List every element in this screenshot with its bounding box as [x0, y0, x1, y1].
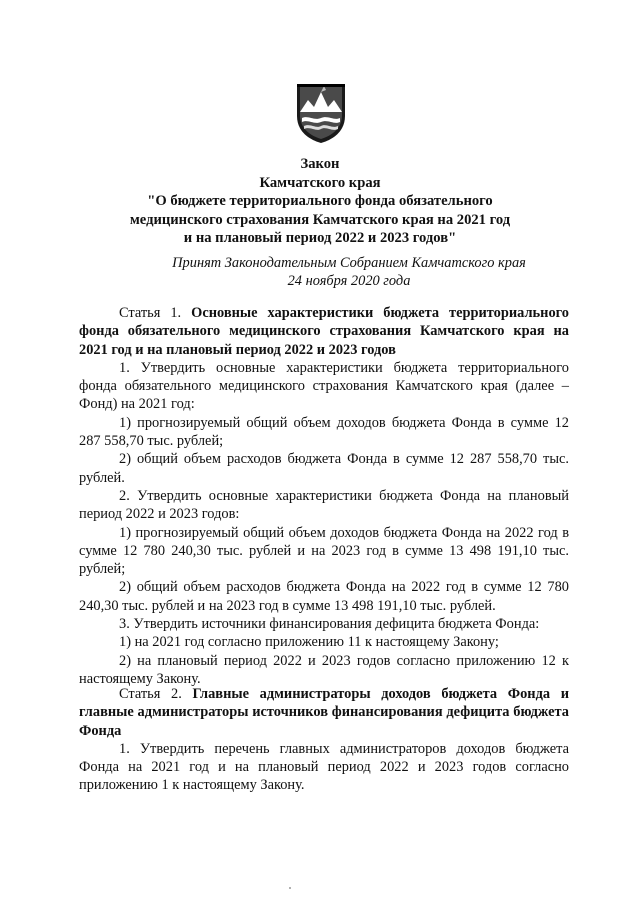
- title-line: медицинского страхования Камчатского края на 2021 год: [129, 211, 511, 228]
- adoption-note: [0, 255, 640, 290]
- paragraph: 2) на плановый период 2022 и 2023 годов согласно приложению 12 к настоящему Закону.: [79, 652, 569, 687]
- law-title: [0, 155, 640, 248]
- paragraph: 1) прогнозируемый общий объем доходов бюджета Фонда на 2022 год в сумме 12 780 240,30 тыс. рублей и на 2023 год в сумме 13 498 191,10 тыс. рублей;: [79, 524, 569, 578]
- title-line: Закон: [300, 156, 340, 172]
- article-2-title: Главные администраторы доходов бюджета Фонда и главные администраторы источников финансирования дефицита бюджета Фонда: [79, 686, 569, 739]
- paragraph: 2. Утвердить основные характеристики бюджета Фонда на плановый период 2022 и 2023 годов:: [79, 487, 569, 523]
- title-line: и на плановый период 2022 и 2023 годов": [183, 230, 457, 247]
- paragraph: 1. Утвердить перечень главных администраторов доходов бюджета Фонда на 2021 год и на плановый период 2022 и 2023 годов согласно приложению 1 к настоящему Закону.: [79, 740, 569, 794]
- article-1-label: Статья 1.: [119, 305, 182, 321]
- title-line: "О бюджете территориального фонда обязательного: [147, 193, 493, 210]
- paragraph: 3. Утвердить источники финансирования дефицита бюджета Фонда:: [119, 616, 540, 633]
- paragraph: 2) общий объем расходов бюджета Фонда на 2022 год в сумме 12 780 240,30 тыс. рублей и на 2023 год в сумме 13 498 191,10 тыс. рублей.: [79, 579, 569, 614]
- article-1: [79, 304, 569, 688]
- paragraph: 1. Утвердить основные характеристики бюджета территориального фонда обязательного медицинского страхования Камчатского края (далее – Фонд) на 2021 год:: [79, 359, 569, 413]
- paragraph: 1) прогнозируемый общий объем доходов бюджета Фонда в сумме 12 287 558,70 тыс. рублей;: [79, 414, 569, 450]
- article-1-heading: [79, 304, 569, 359]
- adoption-line: Принят Законодательным Собранием Камчатского края: [172, 255, 526, 271]
- article-2-label: Статья 2.: [119, 686, 182, 702]
- article-2-heading: [79, 685, 569, 740]
- article-2: [79, 685, 569, 795]
- article-1-title: Основные характеристики бюджета территориального фонда обязательного медицинского страхования Камчатского края на 2021 год и на плановый период 2022 и 2023 годов: [79, 305, 570, 358]
- paragraph: 1) на 2021 год согласно приложению 11 к настоящему Закону;: [119, 634, 499, 651]
- title-line: Камчатского края: [259, 174, 381, 191]
- paragraph: 2) общий объем расходов бюджета Фонда в сумме 12 287 558,70 тыс. рублей.: [79, 451, 569, 486]
- scan-speck: [289, 887, 291, 889]
- adoption-date: 24 ноября 2020 года: [287, 272, 411, 289]
- kamchatka-coat-of-arms-emblem: [294, 82, 348, 144]
